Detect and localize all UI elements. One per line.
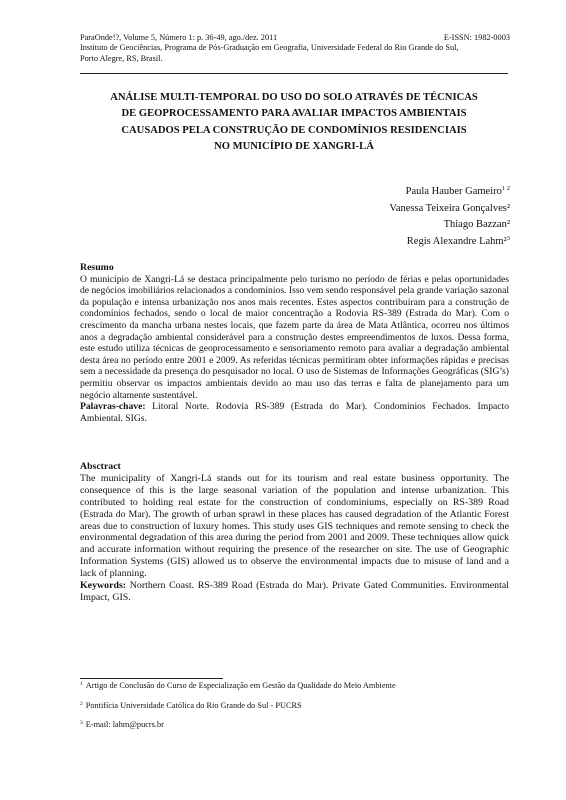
- resumo-section: [80, 262, 509, 424]
- footnote-divider: [80, 678, 223, 679]
- abstract-heading: Absctract: [80, 461, 121, 472]
- author: Thiago Bazzan²: [443, 219, 510, 231]
- institution-line-2: Porto Alegre, RS, Brasil.: [80, 53, 163, 63]
- footnote: [80, 681, 510, 692]
- title-line-2: DE GEOPROCESSAMENTO PARA AVALIAR IMPACTOS AMBIENTAIS: [121, 108, 467, 120]
- title-line-4: NO MUNICÍPIO DE XANGRI-LÁ: [214, 141, 374, 153]
- title-line-1: ANÁLISE MULTI-TEMPORAL DO USO DO SOLO ATRAVÉS DE TÉCNICAS: [110, 92, 478, 103]
- abstract-keywords: [80, 580, 509, 604]
- header-top-row: [80, 33, 510, 43]
- footnote-text: Pontifícia Universidade Católica do Rio Grande do Sul - PUCRS: [85, 700, 302, 710]
- footnote: [80, 720, 510, 731]
- footnote-text: Artigo de Conclusão do Curso de Especialização em Gestão da Qualidade do Meio Ambiente: [85, 681, 396, 690]
- footnote-number: 3: [80, 720, 83, 727]
- resumo-heading: Resumo: [80, 262, 114, 273]
- resumo-keywords: [80, 401, 509, 424]
- keywords-label: Keywords:: [80, 580, 127, 592]
- author-affiliation-marker: 3: [506, 234, 510, 242]
- paper-title: [80, 90, 508, 156]
- author-affiliation-marker: 1 2: [501, 185, 510, 192]
- resumo-body: O município de Xangri-Lá se destaca principalmente pelo turismo no período de férias e pelas oportunidades de negócios imobiliários relacionados a condomínios. Isso vem sendo responsável pela grande variação sazonal da população e intensa urbanização nos anos mais recentes. Estes aspectos contribuíram para a construção de condomínios fechados, sendo o local de maior concentração a Rodovia RS-389 (Estrada do Mar). Com o crescimento da mancha urbana nestes locais, que fazem parte da área de Mata Atlântica, ocorreu nos últimos anos a degradação ambiental considerável para a construção destes empreendimentos de luxos. Dessa forma, este estudo utiliza técnicas de geoprocessamento e sensoriamento remoto para avaliar a degradação ambiental desta área no período entre 2001 e 2009. As referidas técnicas permitiram obter informações rápidas e precisas sem a necessidade da presença do pesquisador no local. O uso de Sistemas de Informações Geográficas (SIG’s) permitiu observar os impactos ambientais devido ao mau uso das terras e falta de planejamento para um negócio altamente sustentável.: [80, 273, 509, 401]
- abstract-section: [80, 461, 509, 604]
- author-list: [389, 184, 510, 250]
- author: Regis Alexandre Lahm²$^3$: [406, 234, 510, 247]
- abstract-body: The municipality of Xangri-Lá stands out for its tourism and real estate business opportunity. The consequence of this is the large seasonal variation of the population and intense urbanization. This contributed to holding real estate for the construction of condominiums, especially on RS-389 Road (Estrada do Mar). The growth of urban sprawl in these places has caused degradation of the Atlantic Forest areas due to construction of luxury homes. This study uses GIS techniques and remote sensing to check the environmental degradation of this area during the period from 2001 and 2009. These techniques allow quick and accurate information without requiring the presence of the researcher on site. The use of Geographic Information Systems (GIS) allowed us to observe the environmental impacts due to misuse of land and a lack of planning.: [80, 472, 509, 580]
- footnote-text: E-mail: lahm@pucrs.br: [85, 720, 164, 730]
- header-divider: [80, 73, 508, 74]
- journal-citation: ParaOnde!?, Volume 5, Número 1: p. 36-49, ago./dez. 2011: [80, 33, 278, 42]
- author: Vanessa Teixeira Gonçalves²: [389, 202, 510, 214]
- footnote-number: 1: [80, 681, 83, 687]
- author: Paula Hauber Gameiro$^{1 2}$: [405, 185, 510, 197]
- title-line-3: CAUSADOS PELA CONSTRUÇÃO DE CONDOMÍNIOS RESIDENCIAIS: [121, 124, 467, 136]
- running-header: [80, 33, 510, 64]
- keywords-text: Northern Coast. RS-389 Road (Estrada do Mar). Private Gated Communities. Environmental Impact, GIS.: [80, 580, 509, 603]
- institution-line-1: Instituto de Geociências, Programa de Pós-Graduação em Geografia, Universidade Federal do Rio Grande do Sul,: [80, 43, 459, 53]
- footnote-number: 2: [80, 700, 83, 707]
- footnote: [80, 701, 510, 712]
- keywords-label: Palavras-chave:: [80, 401, 146, 413]
- keywords-text: Litoral Norte. Rodovia RS-389 (Estrada do Mar). Condomínios Fechados. Impacto Ambiental. SIGs.: [80, 401, 509, 424]
- footnotes: [80, 681, 510, 740]
- issn: E-ISSN: 1982-0003: [443, 33, 510, 42]
